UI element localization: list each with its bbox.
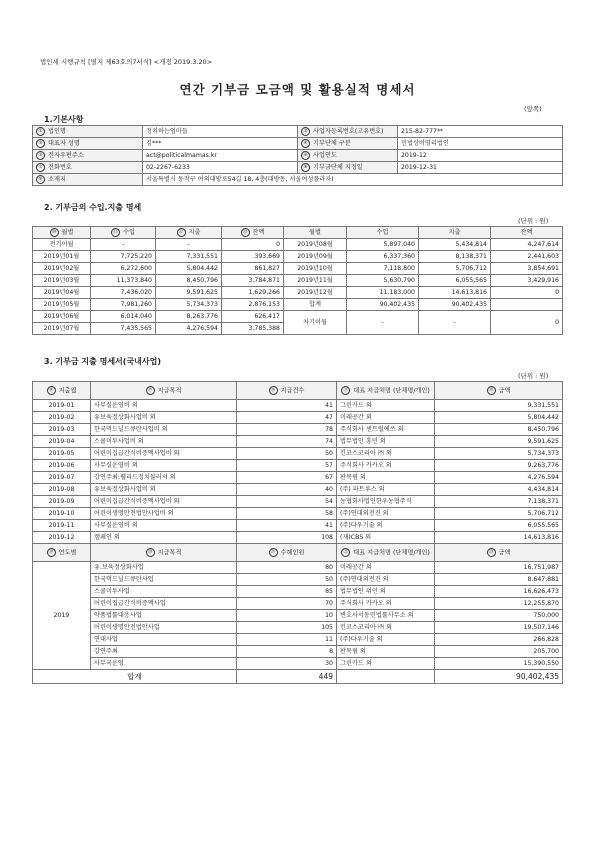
item-number-icon: ⑭	[47, 386, 56, 395]
payee-cell: (주)다우기술 외	[337, 520, 435, 532]
item-number-icon: ㉑	[269, 548, 278, 557]
amount-cell: 9,331,551	[435, 400, 563, 412]
table-row	[33, 658, 563, 670]
table-row	[33, 508, 563, 520]
expense-cell: 7,331,551	[156, 251, 222, 263]
table-row	[33, 562, 563, 574]
info-label-text: 기부단체 구분	[313, 140, 351, 147]
expense-month-cell: 2019-05	[33, 448, 91, 460]
income-cell: -	[91, 239, 156, 251]
amount-cell: 9,591,625	[435, 436, 563, 448]
balance-cell: 3,854,691	[491, 263, 563, 275]
purpose-cell: 스쿨미투사업	[91, 586, 237, 598]
header-expense-text: 지출	[188, 229, 201, 236]
info-value: 2019-12	[398, 150, 563, 162]
income-cell: 7,118,800	[347, 263, 419, 275]
purpose-cell: 한국먹드닐드큐탄사업비 외	[91, 424, 237, 436]
info-row	[33, 126, 563, 138]
item-number-icon: ⑪	[111, 228, 120, 237]
payee-cell: 법무법인 흥민 외	[337, 436, 435, 448]
header-amount	[435, 382, 563, 400]
amount-cell: 16,626,473	[435, 586, 563, 598]
info-value: act@politicalmamas.kr	[143, 150, 298, 162]
purpose-cell: 어린이집급간식비증액사업비 외	[91, 448, 237, 460]
expense-detail-table	[32, 381, 563, 684]
month-cell: 2019년05월	[33, 299, 91, 311]
balance-cell: 3,429,916	[491, 275, 563, 287]
month-cell: 2019년10월	[284, 263, 347, 275]
balance-cell: 1,629,266	[222, 287, 284, 299]
table-row	[33, 287, 563, 299]
info-value: 2019-12-31	[398, 162, 563, 174]
header-expense	[156, 227, 222, 239]
payee-cell: 판목림 외	[337, 646, 435, 658]
month-cell: 2019년02월	[33, 263, 91, 275]
expense-cell: 5,434,814	[419, 239, 491, 251]
info-label	[33, 150, 143, 162]
expense-cell: 4,276,594	[156, 323, 222, 335]
purpose-cell: 연대사업	[91, 634, 237, 646]
count-cell: 10	[237, 610, 337, 622]
count-cell: 50	[237, 574, 337, 586]
header-purpose	[91, 382, 237, 400]
expense-cell: 14,613,816	[419, 287, 491, 299]
total-amount: 90,402,435	[435, 670, 563, 684]
header-income-text: 수입	[123, 229, 135, 236]
item-number-icon: ①	[36, 127, 45, 136]
total-payee	[337, 670, 435, 684]
purpose-cell: 어린이생명안전법안사업비 외	[91, 508, 237, 520]
info-value: 02-2267-6233	[143, 162, 298, 174]
income-expense-table	[32, 226, 563, 335]
amount-cell: 205,700	[435, 646, 563, 658]
expense-cell: -	[156, 239, 222, 251]
amount-cell: 5,706,712	[435, 508, 563, 520]
expense-cell: 9,591,625	[156, 287, 222, 299]
purpose-cell: 유보육정상화사업비 외	[91, 484, 237, 496]
table-header	[33, 544, 563, 562]
payee-cell: 킨코스코리아 ㈜ 외	[337, 448, 435, 460]
payee-cell: 미래공간 외	[337, 412, 435, 424]
item-number-icon: ⑲	[47, 548, 56, 557]
header-year	[33, 544, 91, 562]
section3-heading: 3. 기부금 지출 명세서(국내사업)	[44, 357, 162, 366]
address-row	[33, 174, 563, 186]
total-label: 합계	[284, 299, 347, 311]
section2-heading: 2. 기부금의 수입.지출 명세	[44, 203, 142, 212]
count-cell: 41	[237, 520, 337, 532]
info-label	[33, 138, 143, 150]
basic-info-table	[32, 125, 563, 186]
table-row	[33, 634, 563, 646]
table-row	[33, 311, 563, 323]
expense-month-cell: 2019-01	[33, 400, 91, 412]
amount-cell: 5,734,373	[435, 448, 563, 460]
info-row	[33, 138, 563, 150]
count-cell: 108	[237, 532, 337, 544]
item-number-icon: ⑫	[177, 228, 186, 237]
count-cell: 30	[237, 658, 337, 670]
purpose-cell: 사무국운영	[91, 658, 237, 670]
payee-cell: 판목림 외	[337, 472, 435, 484]
balance-cell: 2,441,603	[491, 251, 563, 263]
table-row	[33, 484, 563, 496]
table-row	[33, 299, 563, 311]
header-amount-text: 금액	[498, 549, 511, 557]
amount-cell: 4,434,814	[435, 484, 563, 496]
count-cell: 8	[237, 646, 337, 658]
item-number-icon: ⑤	[36, 151, 45, 160]
count-cell: 74	[237, 436, 337, 448]
expense-month-cell: 2019-09	[33, 496, 91, 508]
payee-cell: 법무법인 위민 외	[337, 586, 435, 598]
expense-cell: 6,055,565	[419, 275, 491, 287]
income-cell: 11,373,840	[91, 275, 156, 287]
info-label	[298, 126, 398, 138]
info-value: 민법상비영리법인	[398, 138, 563, 150]
header-balance: 잔액	[491, 227, 563, 239]
info-label	[33, 126, 143, 138]
count-cell: 47	[237, 412, 337, 424]
payee-cell: 미래공간 외	[337, 562, 435, 574]
income-cell: 6,014,040	[91, 311, 156, 323]
amount-cell: 750,000	[435, 610, 563, 622]
page-title: 연간 기부금 모금액 및 활용실적 명세서	[179, 82, 416, 97]
purpose-cell: 약품법률대응사업	[91, 610, 237, 622]
table-row	[33, 598, 563, 610]
table-row	[33, 610, 563, 622]
amount-cell: 5,804,442	[435, 412, 563, 424]
info-row	[33, 150, 563, 162]
info-label	[298, 150, 398, 162]
count-cell: 70	[237, 598, 337, 610]
income-cell: 6,272,600	[91, 263, 156, 275]
payee-cell: 주식회사 카카오 외	[337, 460, 435, 472]
count-cell: 40	[237, 484, 337, 496]
count-cell: 57	[237, 460, 337, 472]
amount-cell: 266,828	[435, 634, 563, 646]
payee-cell: 변호사서동민법률사무소 외	[337, 610, 435, 622]
purpose-cell: 유.보육정상화사업	[91, 562, 237, 574]
amount-cell: 14,613,816	[435, 532, 563, 544]
month-cell: 전기이월	[33, 239, 91, 251]
info-label	[33, 162, 143, 174]
item-number-icon: ⑩	[50, 228, 59, 237]
info-label	[298, 162, 398, 174]
expense-month-cell: 2019-02	[33, 412, 91, 424]
expense-month-cell: 2019-10	[33, 508, 91, 520]
total-income: 90,402,435	[347, 299, 419, 311]
purpose-cell: 스쿨미투사업비 외	[91, 436, 237, 448]
item-number-icon: ㉓	[487, 548, 496, 557]
info-label	[298, 138, 398, 150]
total-count: 449	[237, 670, 337, 684]
header-expense-month-text: 지출월	[58, 387, 77, 395]
purpose-cell: 어린이집급간식비증액사업	[91, 598, 237, 610]
header-balance	[222, 227, 284, 239]
address-value: 서울특별시 동작구 여의대방로54길 18, 4층(대방동, 서울여성플라자)	[143, 174, 563, 186]
header-purpose	[91, 544, 237, 562]
header-expense-month	[33, 382, 91, 400]
income-cell: 7,725,220	[91, 251, 156, 263]
balance-cell: 0	[491, 287, 563, 299]
header-beneficiaries-text: 수혜인원	[280, 549, 305, 557]
info-value: 김***	[143, 138, 298, 150]
month-cell: 2019년11월	[284, 275, 347, 287]
expense-cell: 8,263,776	[156, 311, 222, 323]
table-row	[33, 400, 563, 412]
purpose-cell: 강연주최:웰리드정치불러서 외	[91, 472, 237, 484]
header-month: 월별	[284, 227, 347, 239]
info-label-text: 기부금단체 지정일	[313, 164, 363, 171]
count-cell: 78	[237, 424, 337, 436]
table-row	[33, 472, 563, 484]
header-purpose-text: 지급목적	[157, 549, 182, 557]
month-cell: 2019년07월	[33, 323, 91, 335]
header-balance-text: 잔액	[252, 229, 265, 236]
header-income	[91, 227, 156, 239]
header-year-text: 연도별	[58, 549, 77, 557]
income-cell: 6,337,360	[347, 251, 419, 263]
income-cell: 5,630,790	[347, 275, 419, 287]
item-number-icon: ⑮	[146, 386, 155, 395]
month-cell: 2019년01월	[33, 251, 91, 263]
header-payee-text: 대표 지급처명 (단체명/개인)	[353, 549, 430, 557]
purpose-cell: 한국먹드닐드큐탄사업	[91, 574, 237, 586]
item-number-icon: ⑧	[301, 163, 310, 172]
month-cell: 2019년03월	[33, 275, 91, 287]
total-label: 합계	[33, 670, 237, 684]
table-row	[33, 574, 563, 586]
item-number-icon: ⑦	[36, 163, 45, 172]
payee-cell: 주식회사 카카오 외	[337, 598, 435, 610]
balance-cell: 3,784,871	[222, 275, 284, 287]
amount-cell: 7,138,371	[435, 496, 563, 508]
purpose-cell: 어린이생명안전법안사업	[91, 622, 237, 634]
amount-cell: 16,751,987	[435, 562, 563, 574]
payee-cell: 킨코스코리아 ㈜ 외	[337, 622, 435, 634]
header-expense: 지출	[419, 227, 491, 239]
purpose-cell: 사무실운영비 외	[91, 460, 237, 472]
table-row	[33, 436, 563, 448]
table-row	[33, 646, 563, 658]
purpose-cell: 캠페인 외	[91, 532, 237, 544]
item-number-icon: ⑱	[487, 386, 496, 395]
carry-expense: -	[419, 311, 491, 335]
income-cell: 11,183,000	[347, 287, 419, 299]
count-cell: 11	[237, 634, 337, 646]
info-row	[33, 162, 563, 174]
table-row	[33, 424, 563, 436]
payee-cell: (주)연대외전진 외	[337, 508, 435, 520]
item-number-icon: ⑯	[269, 386, 278, 395]
balance-cell: 3,785,388	[222, 323, 284, 335]
payee-cell: 주식회사 센트럴에쓰 외	[337, 424, 435, 436]
purpose-cell: 유보육정상화사업비 외	[91, 412, 237, 424]
table-row	[33, 263, 563, 275]
purpose-cell: 사무실운영비 외	[91, 520, 237, 532]
balance-cell: 626,417	[222, 311, 284, 323]
item-number-icon: ③	[36, 139, 45, 148]
header-count-text: 지급건수	[280, 387, 305, 395]
item-number-icon: ⑥	[301, 151, 310, 160]
header-month-text: 월별	[61, 229, 74, 236]
header-purpose-text: 지급목적	[157, 387, 182, 395]
payee-cell: 그린카드 외	[337, 400, 435, 412]
expense-month-cell: 2019-11	[33, 520, 91, 532]
expense-cell: 8,138,371	[419, 251, 491, 263]
expense-cell: 5,706,712	[419, 263, 491, 275]
purpose-cell: 사무실운영비 외	[91, 400, 237, 412]
month-cell: 2019년12월	[284, 287, 347, 299]
table-row	[33, 448, 563, 460]
carry-balance: 0	[491, 311, 563, 335]
payee-cell: (주)연대외전진 외	[337, 574, 435, 586]
amount-cell: 12,255,870	[435, 598, 563, 610]
payee-cell: (재)CBS 외	[337, 532, 435, 544]
header-month	[33, 227, 91, 239]
table-header	[33, 227, 563, 239]
table-row	[33, 460, 563, 472]
count-cell: 85	[237, 586, 337, 598]
header-income: 수입	[347, 227, 419, 239]
page-side-note: (앞쪽)	[524, 105, 542, 113]
month-cell: 2019년08월	[284, 239, 347, 251]
balance-cell: 0	[222, 239, 284, 251]
info-label-text: 법인명	[48, 128, 66, 135]
address-label-text: 소재지	[48, 176, 66, 183]
info-label-text: 전화번호	[48, 164, 72, 171]
table-row	[33, 496, 563, 508]
item-number-icon: ⑨	[36, 175, 45, 184]
section2-unit: (단위 : 원)	[518, 217, 549, 225]
address-label	[33, 174, 143, 186]
item-number-icon: ④	[301, 139, 310, 148]
info-label-text: 사업연도	[313, 152, 337, 159]
expense-month-cell: 2019-07	[33, 472, 91, 484]
amount-cell: 6,055,565	[435, 520, 563, 532]
purpose-cell: 강연주최	[91, 646, 237, 658]
year-cell: 2019	[33, 562, 91, 670]
month-cell: 2019년06월	[33, 311, 91, 323]
carry-label: 차기이월	[284, 311, 347, 335]
month-cell: 2019년09월	[284, 251, 347, 263]
amount-cell: 9,263,776	[435, 460, 563, 472]
balance-cell: 861,827	[222, 263, 284, 275]
table-row	[33, 586, 563, 598]
amount-cell: 19,507,146	[435, 622, 563, 634]
expense-month-cell: 2019-12	[33, 532, 91, 544]
amount-cell: 8,450,796	[435, 424, 563, 436]
purpose-cell: 어린이집급간식비증액사업비 외	[91, 496, 237, 508]
expense-cell: 8,450,796	[156, 275, 222, 287]
expense-month-cell: 2019-03	[33, 424, 91, 436]
info-value: 정치하는엄마들	[143, 126, 298, 138]
count-cell: 50	[237, 448, 337, 460]
income-cell: 5,897,040	[347, 239, 419, 251]
expense-cell: 5,734,373	[156, 299, 222, 311]
count-cell: 58	[237, 508, 337, 520]
section3-unit: (단위 : 원)	[518, 372, 549, 380]
table-row	[33, 412, 563, 424]
header-payee	[337, 544, 435, 562]
header-amount-text: 금액	[498, 387, 511, 395]
item-number-icon: ⑳	[146, 548, 155, 557]
balance-cell: 4,247,614	[491, 239, 563, 251]
count-cell: 41	[237, 400, 337, 412]
total-balance	[491, 299, 563, 311]
income-cell: 7,435,565	[91, 323, 156, 335]
total-expense: 90,402,435	[419, 299, 491, 311]
item-number-icon: ⑬	[241, 228, 250, 237]
income-cell: 7,436,020	[91, 287, 156, 299]
balance-cell: 2,876,153	[222, 299, 284, 311]
form-caption: 법인세 시행규칙 [별지 제63호의7서식] <개정 2019.3.20>	[40, 58, 213, 66]
expense-cell: 5,804,442	[156, 263, 222, 275]
payee-cell: 그린카드 외	[337, 658, 435, 670]
section1-heading: 1.기본사항	[44, 115, 84, 124]
table-row	[33, 622, 563, 634]
expense-month-cell: 2019-06	[33, 460, 91, 472]
info-label-text: 대표자 성명	[48, 140, 80, 147]
amount-cell: 4,276,594	[435, 472, 563, 484]
amount-cell: 8,647,881	[435, 574, 563, 586]
item-number-icon: ②	[301, 127, 310, 136]
payee-cell: 농협회사법인한우농협주식	[337, 496, 435, 508]
item-number-icon: ㉒	[341, 548, 350, 557]
header-amount	[435, 544, 563, 562]
header-count	[237, 382, 337, 400]
table-row	[33, 520, 563, 532]
info-value: 215-82-777**	[398, 126, 563, 138]
count-cell: 80	[237, 562, 337, 574]
income-cell: 7,981,260	[91, 299, 156, 311]
amount-cell: 15,390,550	[435, 658, 563, 670]
balance-cell: 393,669	[222, 251, 284, 263]
total-row	[33, 670, 563, 684]
table-row	[33, 251, 563, 263]
count-cell: 54	[237, 496, 337, 508]
month-cell: 2019년04월	[33, 287, 91, 299]
count-cell: 105	[237, 622, 337, 634]
info-label-text: 사업자등록번호(고유번호)	[313, 128, 384, 135]
count-cell: 67	[237, 472, 337, 484]
payee-cell: (주) 파트루스 외	[337, 484, 435, 496]
header-payee-text: 대표 지급처명 (단체명/개인)	[353, 387, 430, 395]
expense-month-cell: 2019-04	[33, 436, 91, 448]
table-row	[33, 239, 563, 251]
info-label-text: 전자우편주소	[48, 152, 84, 159]
header-payee	[337, 382, 435, 400]
payee-cell: (주)다우기술 외	[337, 634, 435, 646]
table-header	[33, 382, 563, 400]
table-row	[33, 275, 563, 287]
expense-month-cell: 2019-08	[33, 484, 91, 496]
header-beneficiaries	[237, 544, 337, 562]
carry-income: -	[347, 311, 419, 335]
table-row	[33, 532, 563, 544]
item-number-icon: ⑰	[341, 386, 350, 395]
